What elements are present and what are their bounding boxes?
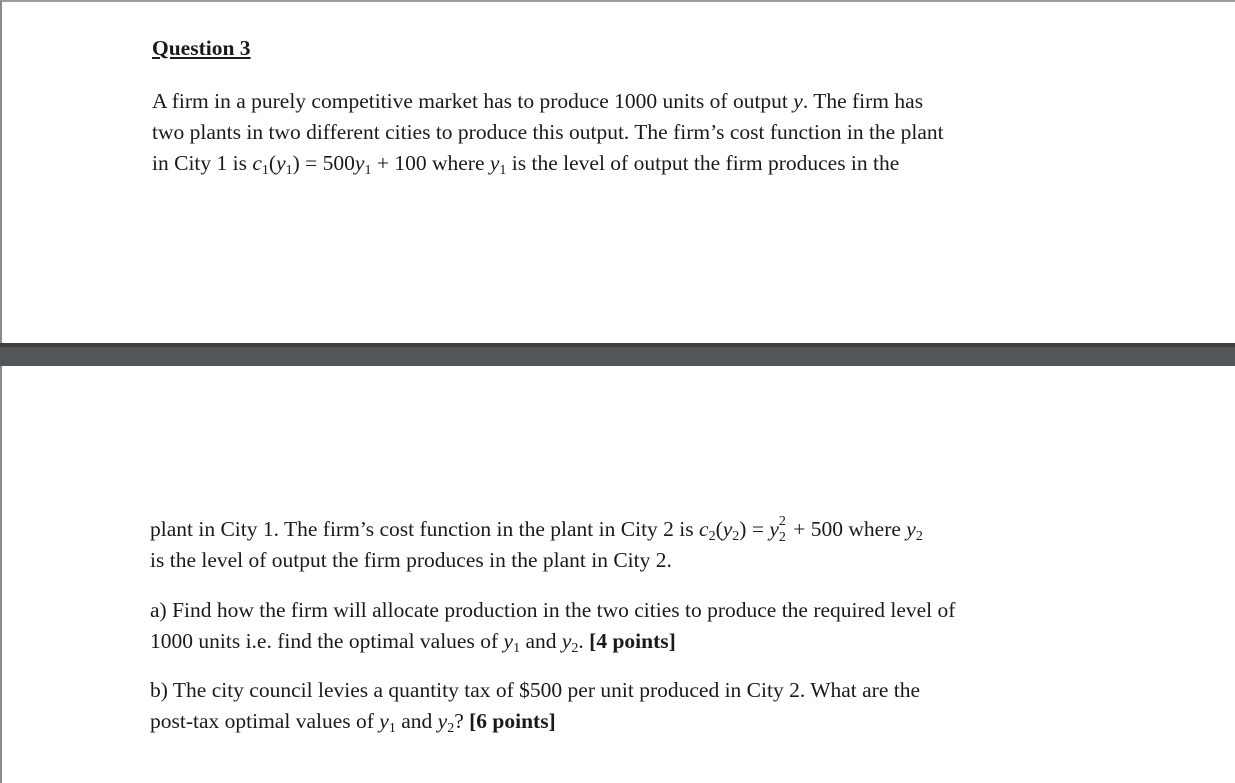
- intro-line-3: in City 1 is $c_1(y_1) = 500y_1 + 100$ where $y_1$ is the level of output the firm produces in the: [152, 151, 900, 178]
- question-title: Question 3: [152, 36, 251, 60]
- part-b-line-1: b) The city council levies a quantity tax of $500 per unit produced in City 2. What are the: [150, 678, 921, 702]
- page-separator-shadow: [0, 343, 1235, 347]
- continuation-line-2: is the level of output the firm produces in the plant in City 2.: [150, 548, 672, 572]
- part-b-paragraph: [150, 675, 1110, 737]
- question-intro-paragraph: [152, 86, 1112, 179]
- part-b-line-2: post-tax optimal values of $y_1$ and $y_2$? [6 points]: [150, 709, 556, 736]
- part-a-paragraph: [150, 595, 1110, 657]
- continuation-paragraph: [150, 514, 1110, 576]
- continuation-line-1: plant in City 1. The firm’s cost function in the plant in City 2 is $c_2(y_2) = y$ 2 2 + 500 where $y_2$: [150, 513, 923, 545]
- part-a-line-2: 1000 units i.e. find the optimal values of $y_1$ and $y_2$. [4 points]: [150, 629, 676, 656]
- part-a-line-1: a) Find how the firm will allocate production in the two cities to produce the required level of: [150, 598, 956, 622]
- part-a-points: [4 points]: [589, 629, 676, 653]
- part-b-points: [6 points]: [469, 709, 556, 733]
- intro-line-2: two plants in two different cities to produce this output. The firm’s cost function in the plant: [152, 120, 944, 144]
- intro-line-1: A firm in a purely competitive market has to produce 1000 units of output y. The firm has: [152, 89, 924, 113]
- document-page-top: [0, 0, 1235, 343]
